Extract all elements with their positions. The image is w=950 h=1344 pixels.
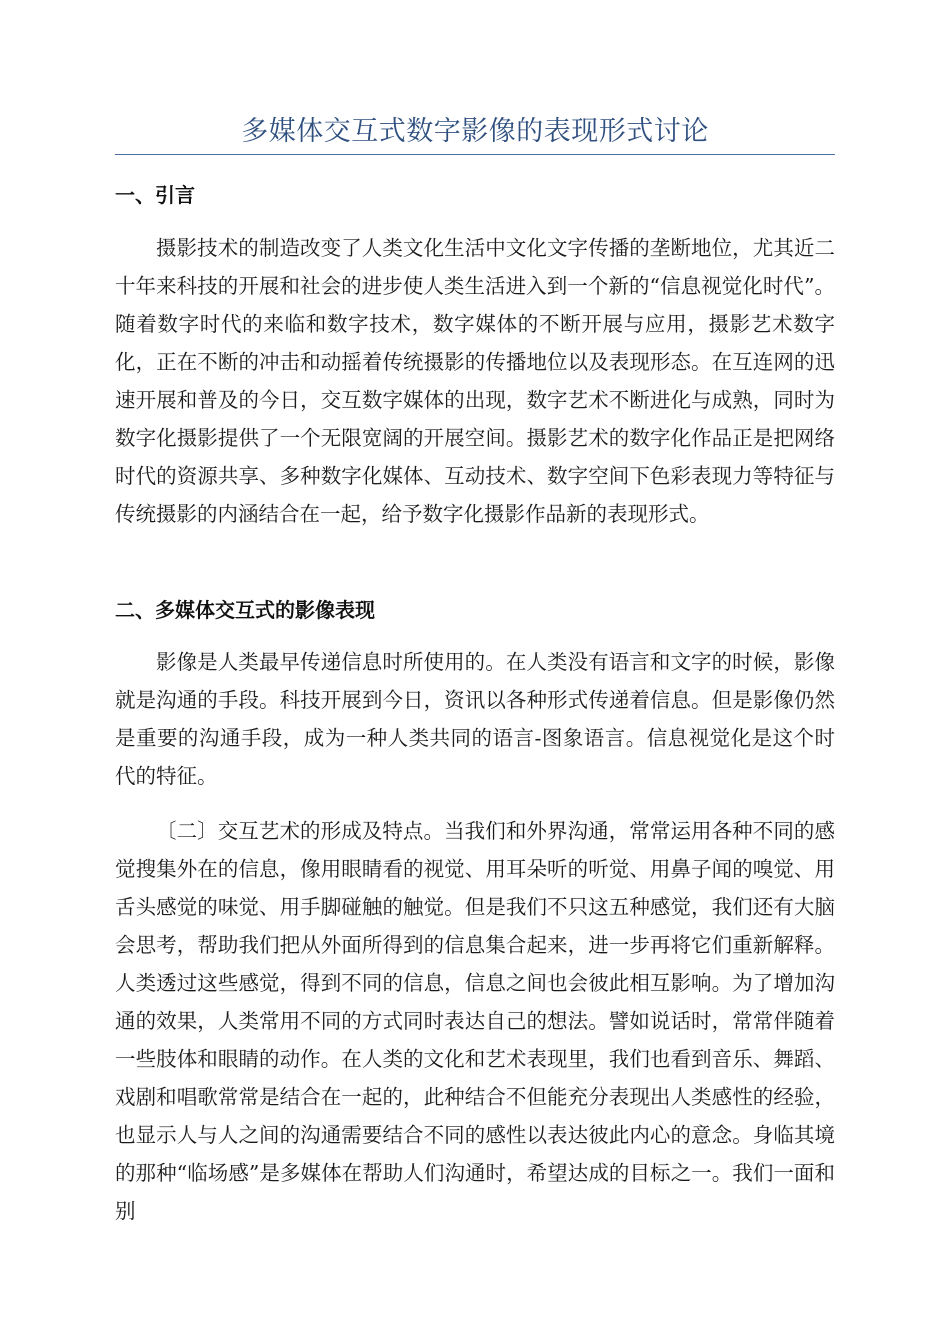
section-heading-multimedia: 二、多媒体交互式的影像表现: [115, 598, 375, 622]
title-underline: [115, 154, 835, 155]
page-title: 多媒体交互式数字影像的表现形式讨论: [241, 116, 709, 147]
section-heading-introduction: 一、引言: [115, 183, 195, 207]
paragraph: 影像是人类最早传递信息时所使用的。在人类没有语言和文字的时候，影像就是沟通的手段。科技开展到今日，资讯以各种形式传递着信息。但是影像仍然是重要的沟通手段，成为一种人类共同的语言-图象语言。信息视觉化是这个时代的特征。: [115, 650, 835, 788]
paragraph: 〔二〕交互艺术的形成及特点。当我们和外界沟通，常常运用各种不同的感觉搜集外在的信息，像用眼睛看的视觉、用耳朵听的听觉、用鼻子闻的嗅觉、用舌头感觉的味觉、用手脚碰触的触觉。但是我们不只这五种感觉，我们还有大脑会思考，帮助我们把从外面所得到的信息集合起来，进一步再将它们重新解释。人类透过这些感觉，得到不同的信息，信息之间也会彼此相互影响。为了增加沟通的效果，人类常用不同的方式同时表达自己的想法。譬如说话时，常常伴随着一些肢体和眼睛的动作。在人类的文化和艺术表现里，我们也看到音乐、舞蹈、戏剧和唱歌常常是结合在一起的，此种结合不但能充分表现出人类感性的经验，也显示人与人之间的沟通需要结合不同的感性以表达彼此内心的意念。身临其境的那种“临场感”是多媒体在帮助人们沟通时，希望达成的目标之一。我们一面和别: [115, 819, 835, 1223]
paragraph: 摄影技术的制造改变了人类文化生活中文化文字传播的垄断地位，尤其近二十年来科技的开展和社会的进步使人类生活进入到一个新的“信息视觉化时代”。随着数字时代的来临和数字技术，数字媒体的不断开展与应用，摄影艺术数字化，正在不断的冲击和动摇着传统摄影的传播地位以及表现形态。在互连网的迅速开展和普及的今日，交互数字媒体的出现，数字艺术不断进化与成熟，同时为数字化摄影提供了一个无限宽阔的开展空间。摄影艺术的数字化作品正是把网络时代的资源共享、多种数字化媒体、互动技术、数字空间下色彩表现力等特征与传统摄影的内涵结合在一起，给予数字化摄影作品新的表现形式。: [115, 236, 835, 526]
